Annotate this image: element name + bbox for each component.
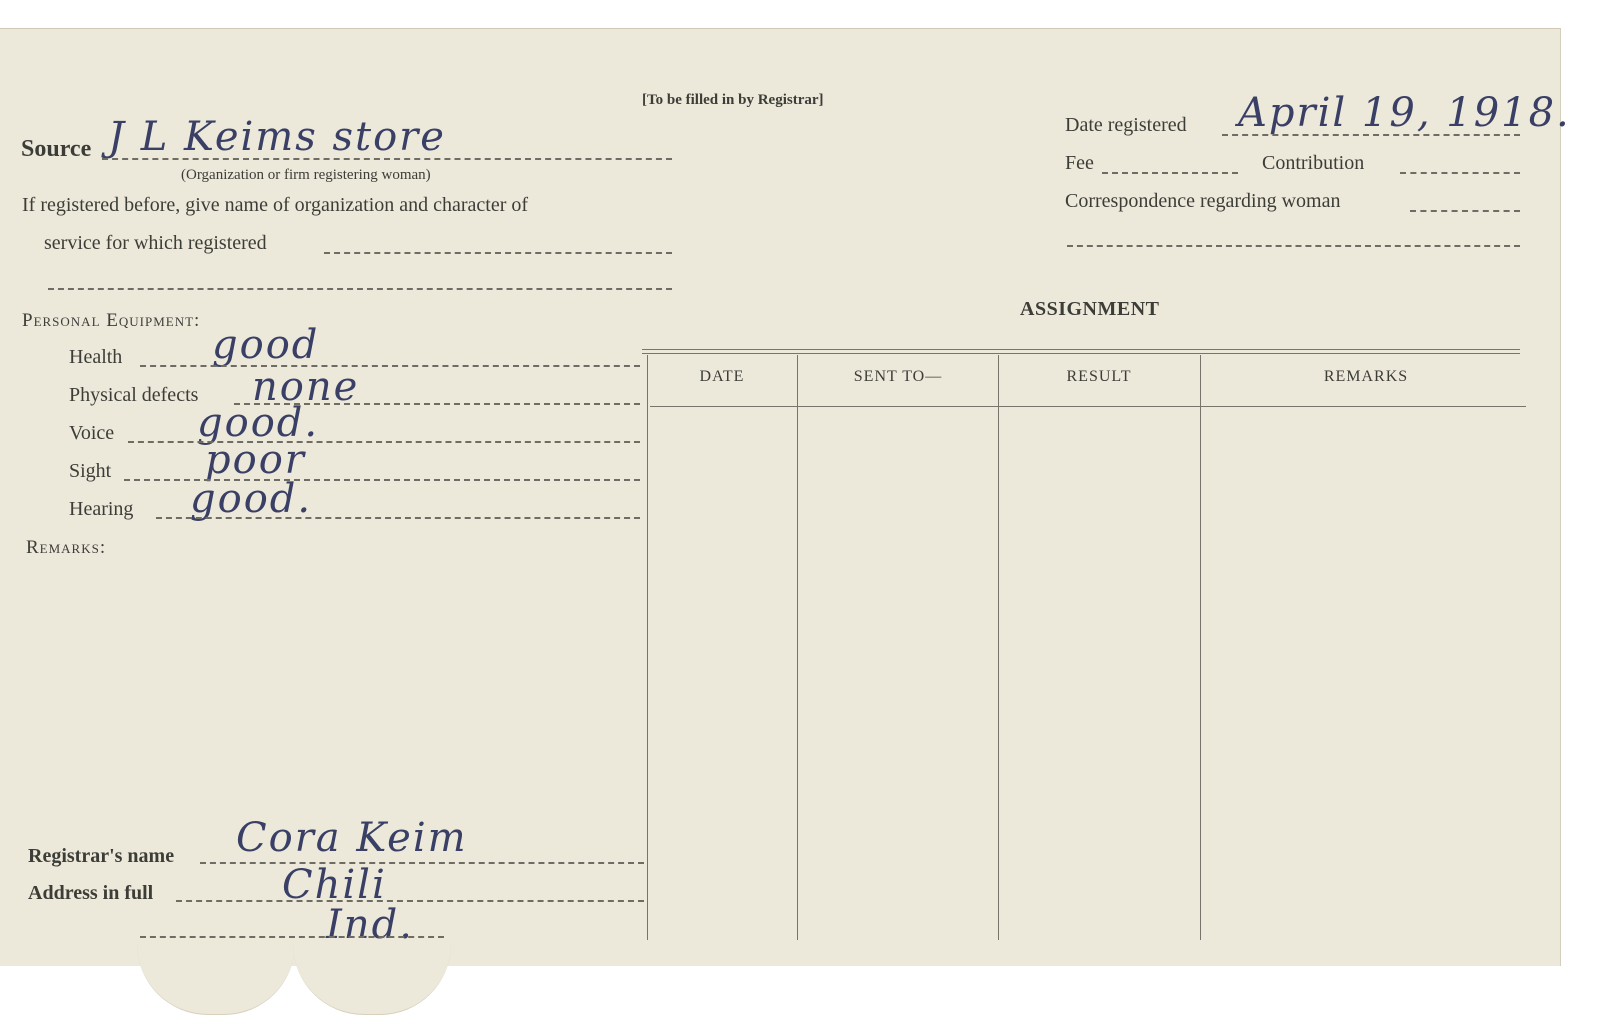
column-header-date: DATE bbox=[699, 368, 745, 385]
hearing-label: Hearing bbox=[69, 498, 134, 520]
source-label: Source bbox=[21, 136, 92, 162]
physical-defects-value: none bbox=[252, 364, 360, 410]
health-line bbox=[140, 365, 640, 367]
registrar-name-value: Cora Keim bbox=[236, 815, 468, 861]
registrar-note: [To be filled in by Registrar] bbox=[642, 92, 824, 108]
source-line bbox=[102, 158, 672, 160]
assignment-col-divider-0 bbox=[647, 355, 648, 940]
personal-equipment-title: Personal Equipment: bbox=[22, 310, 201, 331]
address-extra-line bbox=[140, 936, 444, 938]
health-label: Health bbox=[69, 346, 123, 368]
contribution-label: Contribution bbox=[1262, 152, 1365, 174]
health-value: good bbox=[212, 322, 320, 368]
column-header-result: RESULT bbox=[1066, 368, 1132, 385]
previous-registration-line bbox=[324, 252, 672, 254]
date-registered-line bbox=[1222, 134, 1520, 136]
correspondence-label: Correspondence regarding woman bbox=[1065, 190, 1341, 212]
address-label: Address in full bbox=[28, 882, 154, 904]
hearing-value: good. bbox=[190, 476, 313, 522]
assignment-title: ASSIGNMENT bbox=[1020, 298, 1160, 320]
date-registered-label: Date registered bbox=[1065, 114, 1187, 136]
fee-label: Fee bbox=[1065, 152, 1094, 174]
sight-value: poor bbox=[205, 437, 306, 483]
assignment-col-divider-1 bbox=[797, 355, 798, 940]
address-value-line2: Ind. bbox=[326, 902, 414, 948]
registrar-name-line bbox=[200, 862, 644, 864]
assignment-header-rule bbox=[650, 406, 1526, 407]
previous-registration-line1: If registered before, give name of organization and character of bbox=[22, 194, 529, 216]
column-header-sent-to: SENT TO— bbox=[853, 368, 943, 385]
source-value: J L Keims store bbox=[108, 114, 446, 160]
remarks-title: Remarks: bbox=[26, 537, 107, 558]
hearing-line bbox=[156, 517, 640, 519]
correspondence-line bbox=[1410, 210, 1520, 212]
sight-label: Sight bbox=[69, 460, 112, 482]
assignment-col-divider-3 bbox=[1200, 355, 1201, 940]
previous-registration-extra-line bbox=[48, 288, 672, 290]
assignment-top-rule-2 bbox=[642, 353, 1520, 354]
assignment-col-divider-2 bbox=[998, 355, 999, 940]
registrar-name-label: Registrar's name bbox=[28, 845, 175, 867]
voice-value: good. bbox=[197, 400, 320, 446]
card-tab-right bbox=[293, 944, 451, 1015]
address-value-line1: Chili bbox=[282, 862, 387, 908]
column-header-remarks: REMARKS bbox=[1323, 368, 1409, 385]
voice-label: Voice bbox=[69, 422, 115, 444]
date-registered-value: April 19, 1918. bbox=[1238, 90, 1571, 136]
previous-registration-line2: service for which registered bbox=[44, 232, 267, 254]
fee-line bbox=[1102, 172, 1238, 174]
assignment-top-rule bbox=[642, 349, 1520, 350]
contribution-line bbox=[1400, 172, 1520, 174]
card-tab-left bbox=[137, 944, 295, 1015]
physical-defects-label: Physical defects bbox=[69, 384, 199, 406]
correspondence-extra-line bbox=[1067, 245, 1520, 247]
source-caption: (Organization or firm registering woman) bbox=[181, 167, 431, 183]
